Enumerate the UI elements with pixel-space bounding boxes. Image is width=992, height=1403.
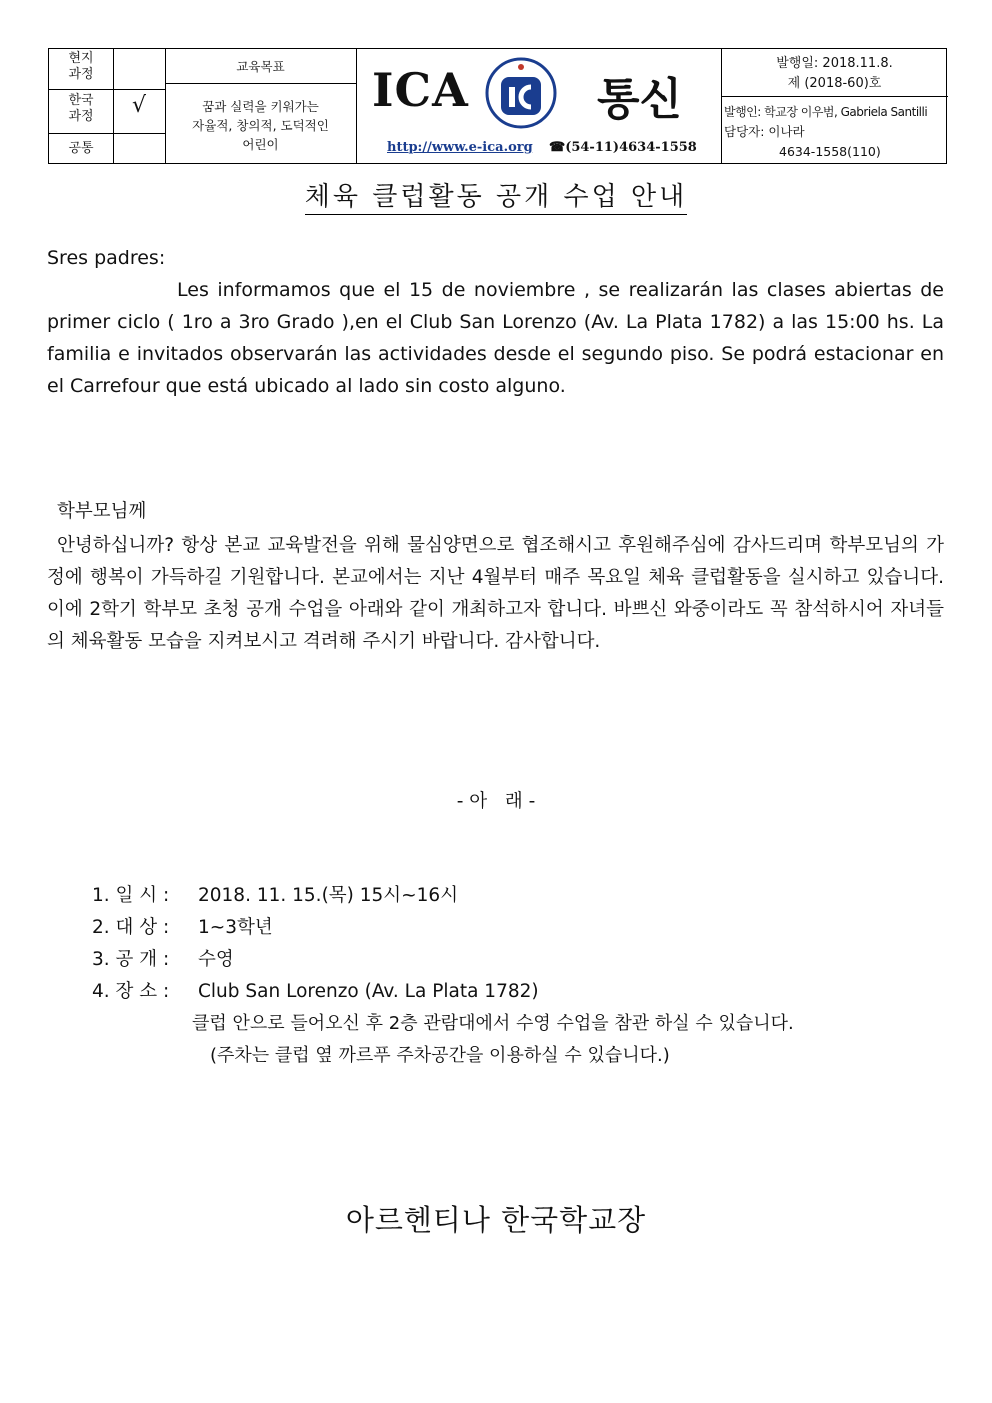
goal-text: 꿈과 실력을 키워가는 자율적, 창의적, 도덕적인 어린이 (192, 99, 329, 152)
phone-number: ☎(54-11)4634-1558 (549, 140, 697, 155)
detail-value-4: Club San Lorenzo (Av. La Plata 1782) (198, 981, 539, 1002)
detail-value-3: 수영 (198, 949, 234, 970)
detail-value-2: 1~3학년 (198, 917, 273, 938)
location-note-1: 클럽 안으로 들어오신 후 2층 관람대에서 수영 수업을 참관 하실 수 있습니다. (192, 1013, 794, 1034)
korean-body: 안녕하십니까? 항상 본교 교육발전을 위해 물심양면으로 협조해시고 후원해주심에 감사드리며 학부모님의 가정에 행복이 가득하길 기원합니다. 본교에서는 지난 4월부터 매주 목요일 체육 클럽활동을 실시하고 있습니다. 이에 2학기 학부모 초청 공개 수업을 아래와 같이 개최하고자 합니다. 바쁘신 와중이라도 꼭 참석하시어 자녀들의 체육활동 모습을 지켜보시고 격려해 주시기 바랍니다. 감사합니다. (47, 535, 944, 652)
newsletter-label: 통신 (597, 74, 683, 125)
divider (356, 49, 357, 163)
divider (49, 89, 165, 90)
korean-greeting: 학부모님께 (57, 501, 147, 522)
detail-label-4: 4. 장 소 : (92, 981, 170, 1002)
details-heading: - 아 래 - (456, 791, 536, 812)
contact-phone: 4634-1558(110) (779, 144, 881, 159)
divider (721, 96, 948, 97)
curriculum-local-label: 현지 과정 (68, 51, 94, 82)
detail-label-3: 3. 공 개 : (92, 949, 170, 970)
page-title (0, 176, 992, 213)
goal-heading: 교육목표 (236, 59, 285, 74)
detail-value-1: 2018. 11. 15.(목) 15시~16시 (198, 885, 459, 906)
issue-date: 발행일: 2018.11.8. (776, 56, 893, 71)
curriculum-korean-check: √ (131, 93, 147, 118)
detail-label-1: 1. 일 시 : (92, 885, 170, 906)
curriculum-common-label: 공통 (68, 141, 94, 156)
curriculum-korean-label: 한국 과정 (68, 93, 94, 124)
spanish-greeting: Sres padres: (47, 247, 166, 269)
ica-logo-icon (485, 57, 557, 129)
page-title-text: 체육 클럽활동 공개 수업 안내 (305, 182, 687, 215)
divider (165, 83, 356, 84)
logo-text: ICA (372, 63, 469, 117)
divider (49, 133, 165, 134)
website-link[interactable]: http://www.e-ica.org (387, 140, 533, 155)
contact-person: 담당자: 이나라 (724, 124, 805, 139)
location-note-2: (주차는 클럽 옆 까르푸 주차공간을 이용하실 수 있습니다.) (210, 1045, 670, 1066)
detail-label-2: 2. 대 상 : (92, 917, 170, 938)
header-table (48, 48, 947, 164)
publisher: 발행인: 학교장 이우범, Gabriela Santilli (724, 105, 928, 119)
spanish-body: Les informamos que el 15 de noviembre , se realizarán las clases abiertas de primer ciclo ( 1ro a 3ro Grado ),en el Club San Lorenzo (Av. La Plata 1782) a las 15:00 hs. La familia e invitados observarán las actividades desde el segundo piso. Se podrá estacionar en el Carrefour que está ubicado al lado sin costo alguno. (47, 279, 944, 397)
issue-number: 제 (2018-60)호 (787, 76, 882, 91)
signature: 아르헨티나 한국학교장 (345, 1203, 647, 1237)
